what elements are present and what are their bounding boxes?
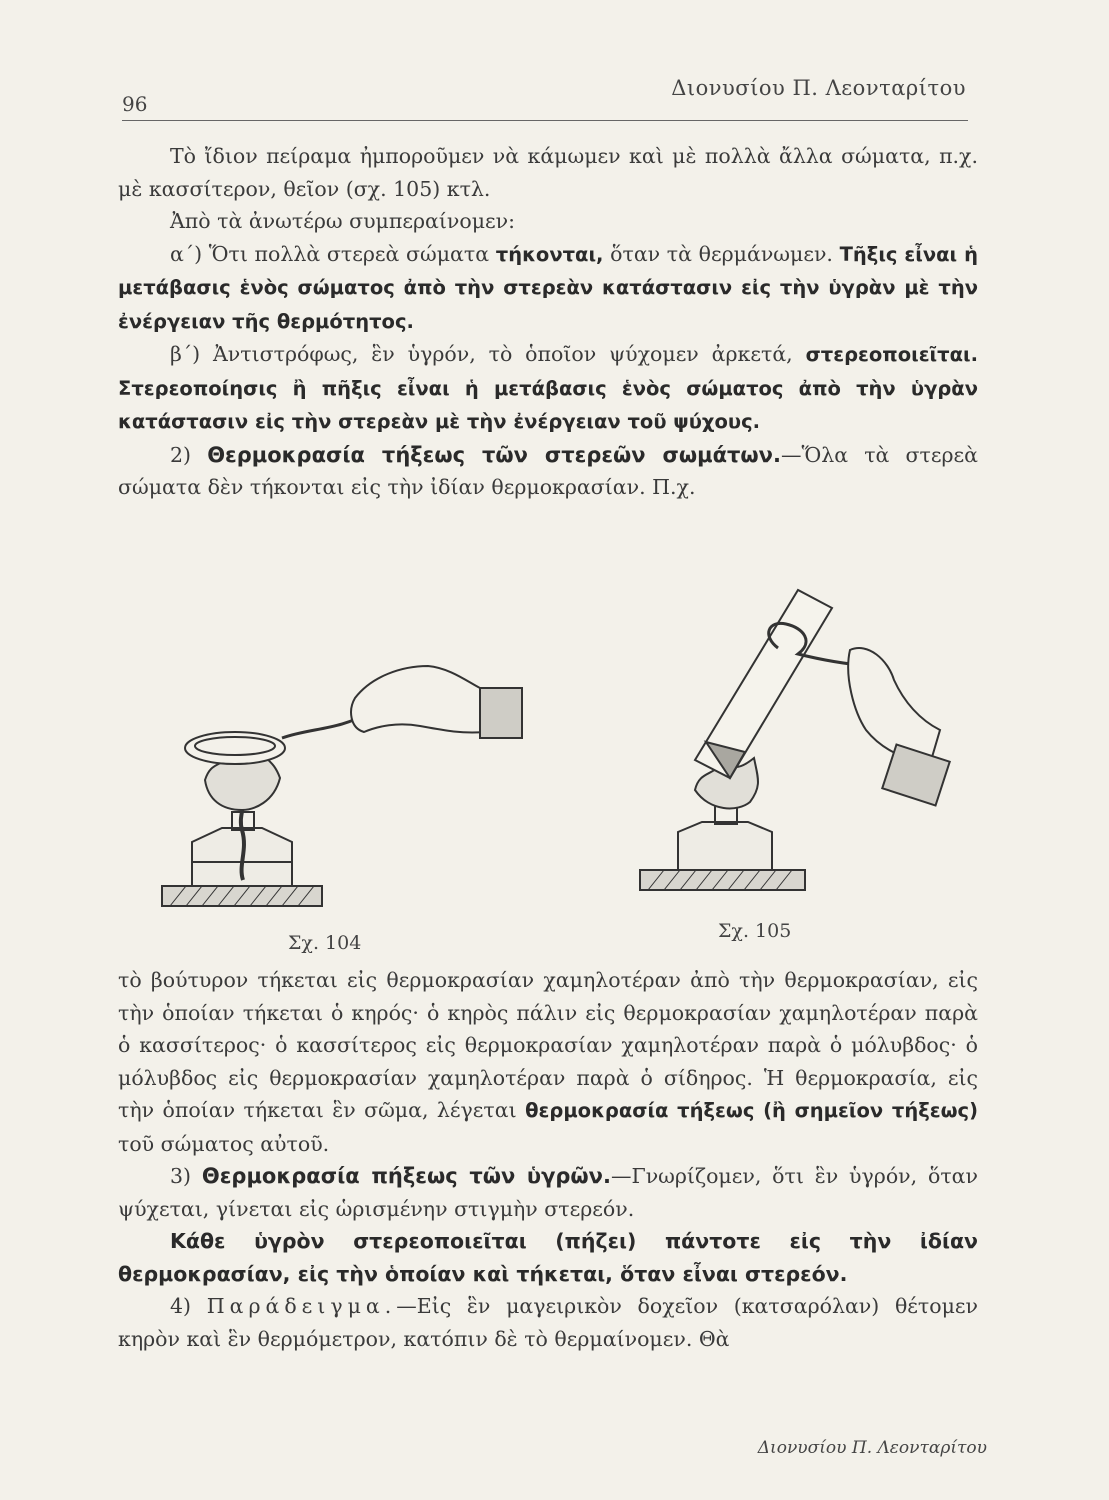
top-text	[118, 140, 978, 504]
melting-tail: ὅταν τὰ θερμάνωμεν.	[610, 241, 833, 266]
paragraph-melting-temperature	[118, 439, 978, 504]
melting-order-text: τὸ βούτυρον τήκεται εἰς θερμοκρασίαν χαμηλοτέραν ἀπὸ τὴν θερμοκρασίαν, εἰς τὴν ὁποίαν τήκεται ὁ κηρός· ὁ κηρὸς πάλιν εἰς θερμοκρασίαν χαμηλοτέραν παρὰ ὁ κασσίτερος· ὁ κασσίτερος εἰς θερμοκρασίαν χαμηλοτέραν παρὰ ὁ μόλυβδος· ὁ μόλυβδος εἰς θερμοκρασίαν χαμηλοτέραν παρὰ ὁ σίδηρος. Ἡ θερμοκρασία, εἰς τὴν ὁποίαν τήκεται ἓν σῶμα, λέγεται	[118, 968, 978, 1122]
section-title-example: Παράδειγμα.	[206, 1294, 397, 1318]
section-title-melting-temperature: Θερμοκρασία τήξεως τῶν στερεῶν σωμάτων.	[207, 442, 781, 467]
figure-105-caption: Σχ. 105	[718, 920, 792, 942]
example-text: —Εἰς ἓν μαγειρικὸν δοχεῖον (κατσαρόλαν) θέτομεν κηρὸν καὶ ἓν θερμόμετρον, κατόπιν δὲ τὸ θερμαίνομεν. Θὰ	[118, 1294, 978, 1351]
paragraph-example	[118, 1290, 978, 1355]
paragraph-melting	[118, 238, 978, 339]
paragraph-freezing-rule: Κάθε ὑγρὸν στερεοποιεῖται (πήζει) πάντοτε εἰς τὴν ἰδίαν θερμοκρασίαν, εἰς τὴν ὁποίαν καὶ τήκεται, ὅταν εἶναι στερεόν.	[118, 1229, 978, 1286]
melting-point-term: θερμοκρασία τήξεως (ἢ σημεῖον τήξεως)	[525, 1099, 978, 1122]
figure-illustrations	[150, 580, 980, 960]
fig105-hand	[848, 648, 940, 764]
section-number: 4)	[170, 1294, 192, 1318]
melting-order-tail: τοῦ σώματος αὐτοῦ.	[118, 1131, 330, 1156]
paragraph-freezing-temperature	[118, 1160, 978, 1225]
fig105-base-plate	[640, 870, 805, 890]
melting-temperature-text: —Ὅλα τὰ στερεὰ σώματα δὲν τήκονται εἰς τὴν ἰδίαν θερμοκρασίαν. Π.χ.	[118, 442, 978, 499]
fig104-hand	[351, 666, 484, 733]
section-number: 2)	[170, 442, 192, 467]
fig104-drawing	[162, 666, 522, 906]
figures-area	[150, 580, 980, 960]
fig105-cuff	[882, 744, 949, 805]
page-header	[122, 68, 968, 121]
fig104-cuff	[480, 688, 522, 738]
solidification-lead: β΄) Ἀντιστρόφως, ἓν ὑγρόν, τὸ ὁποῖον ψύχομεν ἀρκετά,	[170, 342, 793, 366]
fig105-drawing	[640, 590, 950, 890]
paragraph-experiment: Τὸ ἴδιον πείραμα ἠμποροῦμεν νὰ κάμωμεν καὶ μὲ πολλὰ ἄλλα σώματα, π.χ. μὲ κασσίτερον, θεῖον (σχ. 105) κτλ.	[118, 144, 978, 201]
paragraph-melting-order	[118, 964, 978, 1160]
bottom-text	[118, 964, 978, 1355]
melting-definition: Τῆξις εἶναι ἡ μετάβασις ἑνὸς σώματος ἀπὸ τὴν στερεὰν κατάστασιν εἰς τὴν ὑγρὰν μὲ τὴν ἐνέργειαν τῆς θερμότητος.	[118, 242, 978, 333]
figure-104-caption: Σχ. 104	[288, 932, 362, 954]
melting-lead: α΄) Ὅτι πολλὰ στερεὰ σώματα	[170, 241, 490, 266]
section-title-freezing-temperature: Θερμοκρασία πήξεως τῶν ὑγρῶν.	[201, 1164, 611, 1188]
solidification-definition: στερεοποιεῖται. Στερεοποίησις ἢ πῆξις εἶναι ἡ μετάβασις ἑνὸς σώματος ἀπὸ τὴν ὑγρὰν κατάστασιν εἰς τὴν στερεὰν μὲ τὴν ἐνέργειαν τοῦ ψύχους.	[118, 343, 978, 433]
freezing-temperature-text: —Γνωρίζομεν, ὅτι ἓν ὑγρόν, ὅταν ψύχεται, γίνεται εἰς ὡρισμένην στιγμὴν στερεόν.	[118, 1164, 978, 1221]
section-number: 3)	[170, 1164, 192, 1188]
melting-keyword: τήκονται,	[495, 242, 604, 266]
running-head: Διονυσίου Π. Λεονταρίτου	[671, 76, 966, 100]
page-number: 96	[122, 92, 148, 116]
paragraph-conclusion-intro: Ἀπὸ τὰ ἀνωτέρω συμπεραίνομεν:	[170, 209, 516, 233]
paragraph-solidification	[118, 338, 978, 439]
fig105-spirit-lamp	[678, 822, 772, 870]
footer-stamp: Διονυσίου Π. Λεονταρίτου	[757, 1438, 987, 1458]
